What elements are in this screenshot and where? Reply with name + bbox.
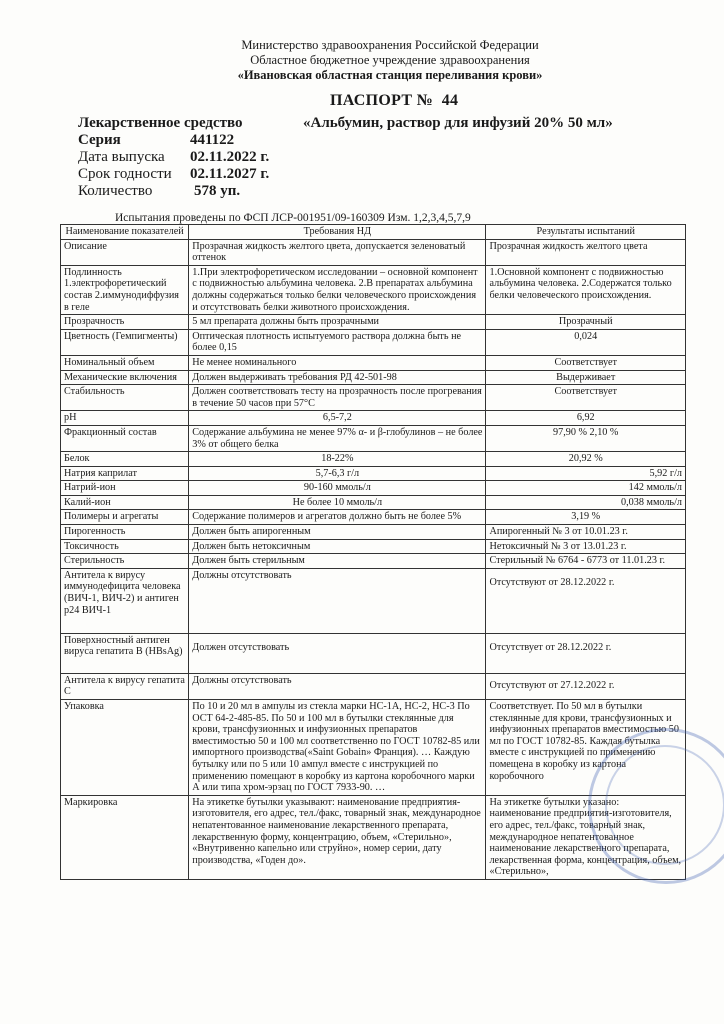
- row-result: 142 ммоль/л: [486, 481, 686, 496]
- institution-line: Областное бюджетное учреждение здравоохранения: [250, 53, 530, 67]
- row-requirement: На этикетке бутылки указывают: наименование предприятия-изготовителя, его адрес, тел./факс, товарный знак, международное непатентованное наименование лекарственного препарата, лекарственную форму, концентрацию, объем, «Стерильно», «Внутривенно капельно или струйно», номер серии, дату производства, «Годен до».: [189, 795, 486, 879]
- row-result: Прозрачный: [486, 315, 686, 330]
- drug-label: Лекарственное средство: [78, 115, 243, 131]
- issue-label: Дата выпуска: [78, 149, 165, 165]
- row-name: Стерильность: [61, 554, 189, 569]
- row-requirement: Должен выдерживать требования РД 42-501-98: [189, 370, 486, 385]
- row-name: Калий-ион: [61, 495, 189, 510]
- row-name: Механические включения: [61, 370, 189, 385]
- row-requirement: Должен отсутствовать: [189, 633, 486, 673]
- table-row: [61, 466, 686, 481]
- qty-label: Количество: [78, 183, 153, 199]
- row-requirement: 90-160 ммоль/л: [189, 481, 486, 496]
- row-result: 20,92 %: [486, 452, 686, 467]
- row-requirement: Не более 10 ммоль/л: [189, 495, 486, 510]
- row-result: Апирогенный № 3 от 10.01.23 г.: [486, 525, 686, 540]
- table-row: [61, 795, 686, 879]
- row-name: Стабильность: [61, 385, 189, 411]
- row-name: Поверхностный антиген вируса гепатита В (HBsAg): [61, 633, 189, 673]
- table-row: [61, 673, 686, 699]
- row-result: 97,90 % 2,10 %: [486, 425, 686, 451]
- row-result: Отсутствуют от 27.12.2022 г.: [486, 673, 686, 699]
- row-requirement: Оптическая плотность испытуемого раствора должна быть не более 0,15: [189, 329, 486, 355]
- row-name: Антитела к вирусу гепатита С: [61, 673, 189, 699]
- drug-name: «Альбумин, раствор для инфузий 20% 50 мл»: [303, 115, 613, 131]
- row-result: 0,024: [486, 329, 686, 355]
- row-name: Белок: [61, 452, 189, 467]
- header-name: Наименование показателей: [61, 225, 189, 240]
- ministry-line: Министерство здравоохранения Российской Федерации: [241, 38, 539, 52]
- row-requirement: По 10 и 20 мл в ампулы из стекла марки НС-1А, НС-2, НС-3 По ОСТ 64-2-485-85. По 50 и 100 мл в бутылки стеклянные для крови, трансфузионных и инфузионных препаратов вместимостью 50 и 100 мл соответственно по ГОСТ 10782-85 или импортного производства(«Saint Gobain» Франция). … Каждую бутылку или по 5 или 10 ампул вместе с инструкцией по применению помещают в коробку из картона коробочного марки А или типа хром-эрзац по ГОСТ 7933-90. …: [189, 700, 486, 796]
- row-requirement: 6,5-7,2: [189, 411, 486, 426]
- row-result: Прозрачная жидкость желтого цвета: [486, 239, 686, 265]
- header-requirements: Требования НД: [189, 225, 486, 240]
- row-name: Маркировка: [61, 795, 189, 879]
- row-name: Натрий-ион: [61, 481, 189, 496]
- row-result: 5,92 г/л: [486, 466, 686, 481]
- row-requirement: 5,7-6,3 г/л: [189, 466, 486, 481]
- row-requirement: Должны отсутствовать: [189, 568, 486, 633]
- row-requirement: 5 мл препарата должны быть прозрачными: [189, 315, 486, 330]
- row-requirement: Должен быть апирогенным: [189, 525, 486, 540]
- row-name: Натрия каприлат: [61, 466, 189, 481]
- table-row: [61, 510, 686, 525]
- row-name: pH: [61, 411, 189, 426]
- row-name: Токсичность: [61, 539, 189, 554]
- row-result: На этикетке бутылки указано: наименование предприятия-изготовителя, его адрес, тел./факс, товарный знак, международное непатентованное наименование лекарственного препарата, лекарственная форма, концентрация, объем, «Стерильно»,: [486, 795, 686, 879]
- series-row: [78, 132, 235, 149]
- row-result: Соответствует: [486, 355, 686, 370]
- row-name: Пирогенность: [61, 525, 189, 540]
- row-requirement: Должен быть нетоксичным: [189, 539, 486, 554]
- row-name: Подлинность 1.электрофоретический состав 2.иммунодиффузия в геле: [61, 265, 189, 314]
- table-row: [61, 525, 686, 540]
- table-row: [61, 355, 686, 370]
- table-row: [61, 265, 686, 314]
- table-row: [61, 568, 686, 633]
- passport-number: 44: [441, 92, 459, 109]
- table-row: [61, 452, 686, 467]
- qty-row: [78, 183, 241, 200]
- tests-table: [60, 224, 686, 880]
- tests-caption: Испытания проведены по ФСП ЛСР-001951/09-160309 Изм. 1,2,3,4,5,7,9: [115, 212, 471, 224]
- table-row: [61, 554, 686, 569]
- table-row: [61, 329, 686, 355]
- row-result: 0,038 ммоль/л: [486, 495, 686, 510]
- header-results: Результаты испытаний: [486, 225, 686, 240]
- row-result: Соответствует: [486, 385, 686, 411]
- series-label: Серия: [78, 132, 121, 148]
- table-row: [61, 425, 686, 451]
- table-row: [61, 495, 686, 510]
- row-name: Номинальный объем: [61, 355, 189, 370]
- table-row: [61, 239, 686, 265]
- series-value: 441122: [190, 132, 235, 148]
- table-row: [61, 315, 686, 330]
- table-row: [61, 481, 686, 496]
- passport-title: [330, 92, 458, 110]
- row-requirement: 18-22%: [189, 452, 486, 467]
- expiry-value: 02.11.2027 г.: [190, 166, 270, 182]
- table-header-row: [61, 225, 686, 240]
- expiry-label: Срок годности: [78, 166, 172, 182]
- row-result: Отсутствует от 28.12.2022 г.: [486, 633, 686, 673]
- row-name: Антитела к вирусу иммунодефицита человека (ВИЧ-1, ВИЧ-2) и антиген p24 ВИЧ-1: [61, 568, 189, 633]
- table-row: [61, 370, 686, 385]
- row-requirement: Не менее номинального: [189, 355, 486, 370]
- row-result: 1.Основной компонент с подвижностью альбумина человека. 2.Содержатся только белки человеческого происхождения.: [486, 265, 686, 314]
- row-name: Фракционный состав: [61, 425, 189, 451]
- row-requirement: Должен соответствовать тесту на прозрачность после прогревания в течение 50 часов при 57°С: [189, 385, 486, 411]
- table-row: [61, 539, 686, 554]
- passport-label: ПАСПОРТ №: [330, 92, 434, 109]
- row-requirement: 1.При электрофоретическом исследовании – основной компонент с подвижностью альбумина человека. 2.В препаратах альбумина должны содержаться только белки человеческого происхождения и отсутствовать белки животного происхождения.: [189, 265, 486, 314]
- table-row: [61, 633, 686, 673]
- row-requirement: Содержание альбумина не менее 97% α- и β-глобулинов – не более 3% от общего белка: [189, 425, 486, 451]
- row-name: Полимеры и агрегаты: [61, 510, 189, 525]
- qty-value: 578 уп.: [194, 183, 241, 199]
- issue-value: 02.11.2022 г.: [190, 149, 270, 165]
- row-result: 3,19 %: [486, 510, 686, 525]
- row-name: Описание: [61, 239, 189, 265]
- row-requirement: Содержание полимеров и агрегатов должно быть не более 5%: [189, 510, 486, 525]
- table-row: [61, 411, 686, 426]
- row-result: Нетоксичный № 3 от 13.01.23 г.: [486, 539, 686, 554]
- row-requirement: Должны отсутствовать: [189, 673, 486, 699]
- row-name: Прозрачность: [61, 315, 189, 330]
- expiry-row: [78, 166, 270, 183]
- table-row: [61, 385, 686, 411]
- table-row: [61, 700, 686, 796]
- row-result: Соответствует. По 50 мл в бутылки стеклянные для крови, трансфузионных и инфузионных препаратов вместимостью 50 мл по ГОСТ 10782-85. Каждая бутылка вместе с инструкцией по применению помещена в коробку из картона коробочного: [486, 700, 686, 796]
- row-result: Отсутствуют от 28.12.2022 г.: [486, 568, 686, 633]
- row-result: Стерильный № 6764 - 6773 от 11.01.23 г.: [486, 554, 686, 569]
- station-line: «Ивановская областная станция переливания крови»: [237, 68, 543, 82]
- row-requirement: Должен быть стерильным: [189, 554, 486, 569]
- row-result: Выдерживает: [486, 370, 686, 385]
- row-result: 6,92: [486, 411, 686, 426]
- issue-row: [78, 149, 270, 166]
- row-name: Упаковка: [61, 700, 189, 796]
- row-requirement: Прозрачная жидкость желтого цвета, допускается зеленоватый оттенок: [189, 239, 486, 265]
- row-name: Цветность (Гемпигменты): [61, 329, 189, 355]
